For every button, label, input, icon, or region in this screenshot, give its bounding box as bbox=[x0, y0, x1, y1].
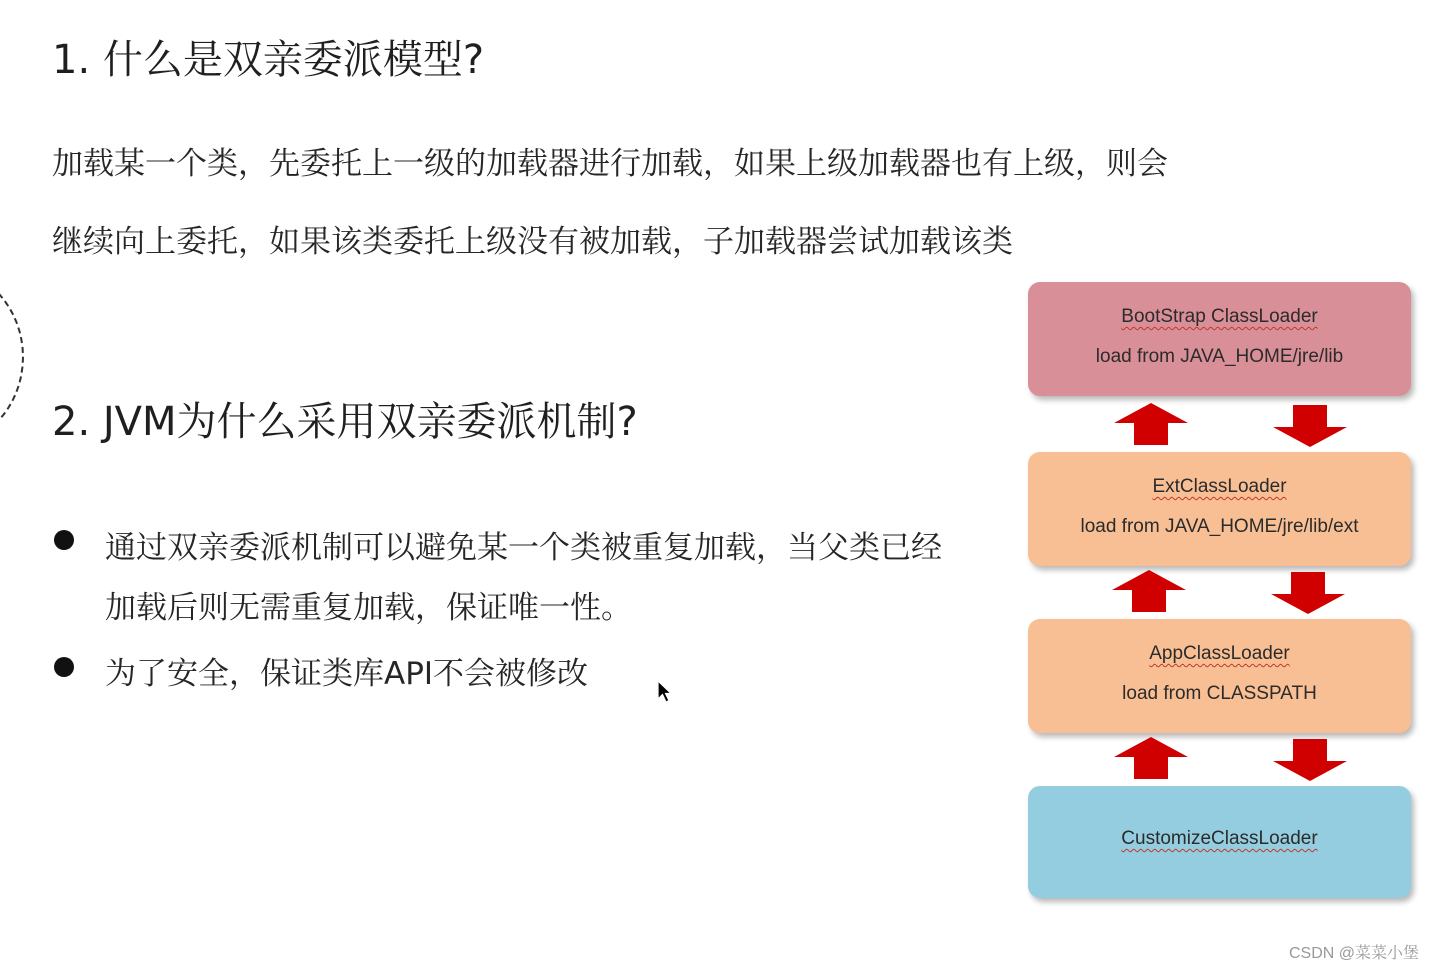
section1-para-line1: 加载某一个类，先委托上一级的加载器进行加载，如果上级加载器也有上级，则会 bbox=[52, 146, 1168, 182]
app-classloader-box bbox=[1028, 619, 1411, 733]
down-arrow-icon bbox=[1271, 572, 1345, 614]
decorative-dashed-arc bbox=[0, 265, 24, 449]
section1-title: 1. 什么是双亲委派模型? bbox=[52, 37, 485, 83]
watermark: CSDN @菜菜小堡 bbox=[1288, 945, 1419, 962]
down-arrow-icon bbox=[1273, 739, 1347, 781]
up-arrow-icon bbox=[1114, 403, 1188, 445]
section1-para-line2: 继续向上委托，如果该类委托上级没有被加载，子加载器尝试加载该类 bbox=[52, 224, 1013, 260]
bullet-dot-icon bbox=[54, 530, 74, 550]
bullet2-line1: 为了安全，保证类库API不会被修改 bbox=[105, 656, 589, 692]
mouse-cursor-icon bbox=[657, 680, 673, 704]
bullet-dot-icon bbox=[54, 657, 74, 677]
down-arrow-icon bbox=[1273, 405, 1347, 447]
section2-title: 2. JVM为什么采用双亲委派机制? bbox=[52, 399, 638, 445]
box-title: ExtClassLoader bbox=[1152, 476, 1287, 497]
bullet1-line1: 通过双亲委派机制可以避免某一个类被重复加载，当父类已经 bbox=[105, 530, 942, 566]
up-arrow-icon bbox=[1112, 570, 1186, 612]
box-detail: load from JAVA_HOME/jre/lib bbox=[1095, 346, 1344, 367]
customize-classloader-box bbox=[1028, 786, 1411, 898]
box-title: BootStrap ClassLoader bbox=[1121, 306, 1318, 327]
up-arrow-icon bbox=[1114, 737, 1188, 779]
bullet1-line2: 加载后则无需重复加载，保证唯一性。 bbox=[105, 590, 632, 626]
box-title: CustomizeClassLoader bbox=[1121, 828, 1318, 849]
ext-classloader-box bbox=[1028, 452, 1411, 566]
box-title: AppClassLoader bbox=[1149, 643, 1290, 664]
bootstrap-classloader-box bbox=[1028, 282, 1411, 396]
box-detail: load from JAVA_HOME/jre/lib/ext bbox=[1080, 516, 1359, 537]
box-detail: load from CLASSPATH bbox=[1122, 683, 1317, 704]
